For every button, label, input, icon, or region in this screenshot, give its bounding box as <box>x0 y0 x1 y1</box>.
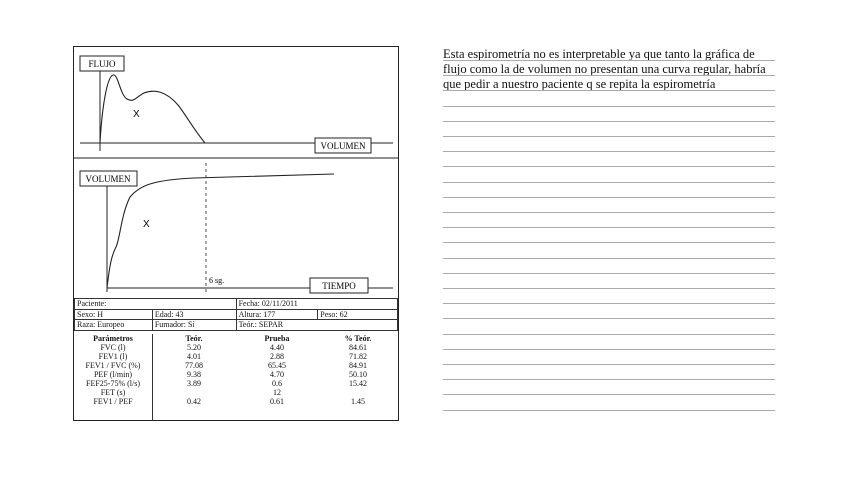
ruled-line <box>443 136 775 137</box>
flow-ylabel: FLUJO <box>88 59 116 69</box>
param-prueba: 0.6 <box>272 379 282 388</box>
ruled-line <box>443 394 775 395</box>
six-second-label: 6 sg. <box>209 276 225 285</box>
param-teor: 0.42 <box>187 397 201 406</box>
param-name: FET (s) <box>100 388 126 397</box>
parameters-header-row <box>74 334 398 343</box>
weight-field: Peso: 62 <box>318 309 398 320</box>
param-name: PEF (l/min) <box>93 370 132 379</box>
ruled-line <box>443 151 775 152</box>
ruled-line <box>443 197 775 198</box>
flow-volume-curve <box>100 75 205 143</box>
volume-marker: X <box>143 219 150 230</box>
header-pct-teor: % Teór. <box>344 334 372 343</box>
param-name: FEV1 (l) <box>98 352 128 361</box>
param-teor <box>152 388 236 397</box>
table-row <box>74 343 398 352</box>
param-teor: 9.38 <box>187 370 201 379</box>
param-teor: 77.08 <box>185 361 203 370</box>
table-row <box>74 397 398 406</box>
header-teor: Teór. <box>185 334 203 343</box>
ruled-line <box>443 349 775 350</box>
ruled-line <box>443 60 775 61</box>
table-row <box>74 379 398 388</box>
flow-marker: X <box>133 109 140 120</box>
param-pct: 1.45 <box>351 397 365 406</box>
note-line-text: que pedir a nuestro paciente q se repita la espirometría <box>443 77 716 91</box>
param-pct: 84.91 <box>349 361 367 370</box>
race-field: Raza: Europeo <box>75 320 153 331</box>
table-row <box>74 361 398 370</box>
param-name: FEV1 / PEF <box>93 397 133 406</box>
note-line-text: flujo como la de volumen no presentan una curva regular, habría <box>443 62 766 76</box>
reference-field: Teór.: SEPAR <box>236 320 397 331</box>
ruled-line <box>443 106 775 107</box>
age-field: Edad: 43 <box>152 309 236 320</box>
param-pct <box>318 388 398 397</box>
ruled-line <box>443 121 775 122</box>
ruled-line <box>443 75 775 76</box>
param-prueba: 2.88 <box>270 352 284 361</box>
patient-info-table <box>74 298 398 331</box>
spirometry-charts <box>74 47 398 297</box>
param-name: FEV1 / FVC (%) <box>85 361 141 370</box>
ruled-line <box>443 379 775 380</box>
note-line-text: Esta espirometría no es interpretable ya que tanto la gráfica de <box>443 47 755 61</box>
ruled-line <box>443 288 775 289</box>
param-prueba: 0.61 <box>270 397 284 406</box>
param-pct: 84.61 <box>349 343 367 352</box>
ruled-line <box>443 90 775 91</box>
table-row <box>74 370 398 379</box>
param-teor: 3.89 <box>187 379 201 388</box>
ruled-line <box>443 242 775 243</box>
param-prueba: 4.70 <box>270 370 284 379</box>
param-prueba: 65.45 <box>268 361 286 370</box>
ruled-line <box>443 212 775 213</box>
date-field: Fecha: 02/11/2011 <box>236 299 397 310</box>
param-pct: 15.42 <box>349 379 367 388</box>
ruled-line <box>443 258 775 259</box>
sex-field: Sexo: H <box>75 309 153 320</box>
param-name: FEF25-75% (l/s) <box>86 379 140 388</box>
volume-time-curve <box>107 174 334 288</box>
ruled-line <box>443 364 775 365</box>
ruled-line <box>443 227 775 228</box>
ruled-line <box>443 166 775 167</box>
volume-xlabel: TIEMPO <box>322 281 356 291</box>
header-parametros: Parámetros <box>93 334 133 343</box>
height-field: Altura: 177 <box>236 309 318 320</box>
ruled-line <box>443 303 775 304</box>
table-row <box>74 352 398 361</box>
param-pct: 71.82 <box>349 352 367 361</box>
flow-xlabel: VOLUMEN <box>320 141 366 151</box>
ruled-line <box>443 410 775 411</box>
ruled-line <box>443 334 775 335</box>
patient-label: Paciente: <box>75 299 237 310</box>
ruled-line <box>443 182 775 183</box>
ruled-line <box>443 318 775 319</box>
flow-volume-chart <box>80 56 393 153</box>
table-row <box>74 388 398 397</box>
header-prueba: Prueba <box>264 334 290 343</box>
parameters-table <box>74 334 398 406</box>
ruled-line <box>443 273 775 274</box>
volume-time-chart <box>80 163 393 293</box>
param-prueba: 4.40 <box>270 343 284 352</box>
param-teor: 4.01 <box>187 352 201 361</box>
param-teor: 5.20 <box>187 343 201 352</box>
spirometry-report <box>73 46 399 421</box>
param-pct: 50.10 <box>349 370 367 379</box>
param-prueba: 12 <box>273 388 281 397</box>
volume-ylabel: VOLUMEN <box>85 174 131 184</box>
param-name: FVC (l) <box>100 343 126 352</box>
smoker-field: Fumador: Sí <box>152 320 236 331</box>
